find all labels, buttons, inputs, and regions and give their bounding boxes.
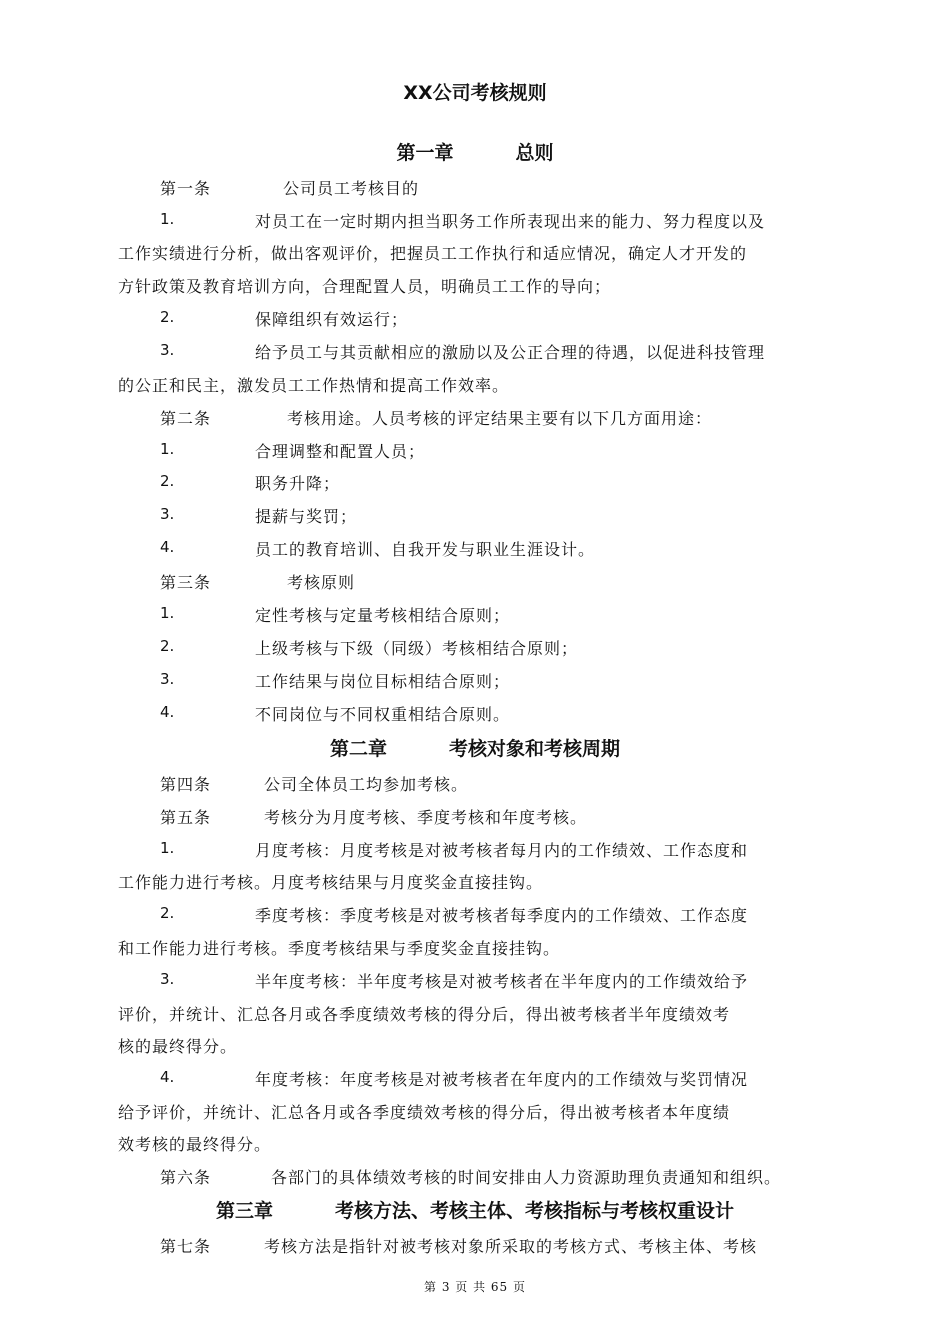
article-3-item-4-text: 不同岗位与不同权重相结合原则。 [255,705,511,724]
article-2-label: 第二条 [160,409,212,428]
article-5-item-1-line-2: 工作能力进行考核。月度考核结果与月度奖金直接挂钩。 [118,873,544,892]
article-3-label: 第三条 [160,573,212,592]
article-6-label: 第六条 [160,1168,212,1187]
article-5-item-3-line-2: 评价，并统计、汇总各月或各季度绩效考核的得分后，得出被考核者半年度绩效考 [118,1005,731,1024]
article-2-item-4-num: 4. [160,538,175,556]
page-footer: 第 3 页 共 65 页 [424,1280,526,1294]
article-2-item-1-num: 1. [160,440,175,458]
article-1-label: 第一条 [160,179,212,198]
article-1-item-3-line-1: 给予员工与其贡献相应的激励以及公正合理的待遇，以促进科技管理 [255,343,766,362]
article-3-item-3-num: 3. [160,670,175,688]
article-3-text: 考核原则 [287,573,356,592]
article-2-item-1-text: 合理调整和配置人员； [255,442,426,461]
chapter-2-label: 第二章 [329,738,387,760]
article-2-item-2-text: 职务升降； [255,474,341,493]
article-1-item-1-line-3: 方针政策及教育培训方向，合理配置人员，明确员工工作的导向； [118,277,612,296]
article-5-item-4-line-1: 年度考核：年度考核是对被考核者在年度内的工作绩效与奖罚情况 [255,1070,749,1089]
article-2-item-3-num: 3. [160,505,175,523]
article-5-item-2-line-2: 和工作能力进行考核。季度考核结果与季度奖金直接挂钩。 [118,939,561,958]
article-6-text: 各部门的具体绩效考核的时间安排由人力资源助理负责通知和组织。 [271,1168,782,1187]
article-3-item-2-num: 2. [160,637,175,655]
chapter-3-label: 第三章 [215,1200,273,1222]
article-5-item-3-num: 3. [160,970,175,988]
article-3-item-1-num: 1. [160,604,175,622]
article-1-item-1-line-1: 对员工在一定时期内担当职务工作所表现出来的能力、努力程度以及 [255,212,766,231]
article-2-item-4-text: 员工的教育培训、自我开发与职业生涯设计。 [255,540,596,559]
article-5-label: 第五条 [160,808,212,827]
chapter-2-heading [0,734,950,761]
article-1-item-2-line-1: 保障组织有效运行； [255,310,409,329]
article-5-item-3-line-3: 核的最终得分。 [118,1037,238,1056]
article-2-item-3-text: 提薪与奖罚； [255,507,358,526]
chapter-3-heading [0,1196,950,1223]
article-1-item-3-num: 3. [160,341,175,359]
article-3-item-1-text: 定性考核与定量考核相结合原则； [255,606,511,625]
article-5-item-2-line-1: 季度考核：季度考核是对被考核者每季度内的工作绩效、工作态度 [255,906,749,925]
article-1-text: 公司员工考核目的 [283,179,420,198]
article-5-item-2-num: 2. [160,904,175,922]
article-5-item-1-num: 1. [160,839,175,857]
article-4-label: 第四条 [160,775,212,794]
article-5-item-4-num: 4. [160,1068,175,1086]
article-5-item-1-line-1: 月度考核：月度考核是对被考核者每月内的工作绩效、工作态度和 [255,841,749,860]
article-2-text: 考核用途。人员考核的评定结果主要有以下几方面用途： [287,409,713,428]
article-4-text: 公司全体员工均参加考核。 [264,775,469,794]
document-title: XX公司考核规则 [403,82,547,104]
article-1-item-3-line-2: 的公正和民主，激发员工工作热情和提高工作效率。 [118,376,510,395]
article-1-item-1-line-2: 工作实绩进行分析，做出客观评价，把握员工工作执行和适应情况，确定人才开发的 [118,244,748,263]
chapter-2-name: 考核对象和考核周期 [449,738,621,760]
article-2-item-2-num: 2. [160,472,175,490]
article-7-text: 考核方法是指针对被考核对象所采取的考核方式、考核主体、考核 [264,1237,758,1256]
article-7-label: 第七条 [160,1237,212,1256]
chapter-1-label: 第一章 [396,142,454,164]
article-5-text: 考核分为月度考核、季度考核和年度考核。 [264,808,588,827]
article-1-item-2-num: 2. [160,308,175,326]
article-1-item-1-num: 1. [160,210,175,228]
chapter-1-name: 总则 [515,142,554,164]
article-3-item-2-text: 上级考核与下级（同级）考核相结合原则； [255,639,579,658]
article-3-item-4-num: 4. [160,703,175,721]
chapter-3-name: 考核方法、考核主体、考核指标与考核权重设计 [335,1200,735,1222]
chapter-1-heading [0,138,950,165]
article-3-item-3-text: 工作结果与岗位目标相结合原则； [255,672,511,691]
article-5-item-4-line-3: 效考核的最终得分。 [118,1135,272,1154]
article-5-item-4-line-2: 给予评价，并统计、汇总各月或各季度绩效考核的得分后，得出被考核者本年度绩 [118,1103,731,1122]
article-5-item-3-line-1: 半年度考核：半年度考核是对被考核者在半年度内的工作绩效给予 [255,972,749,991]
